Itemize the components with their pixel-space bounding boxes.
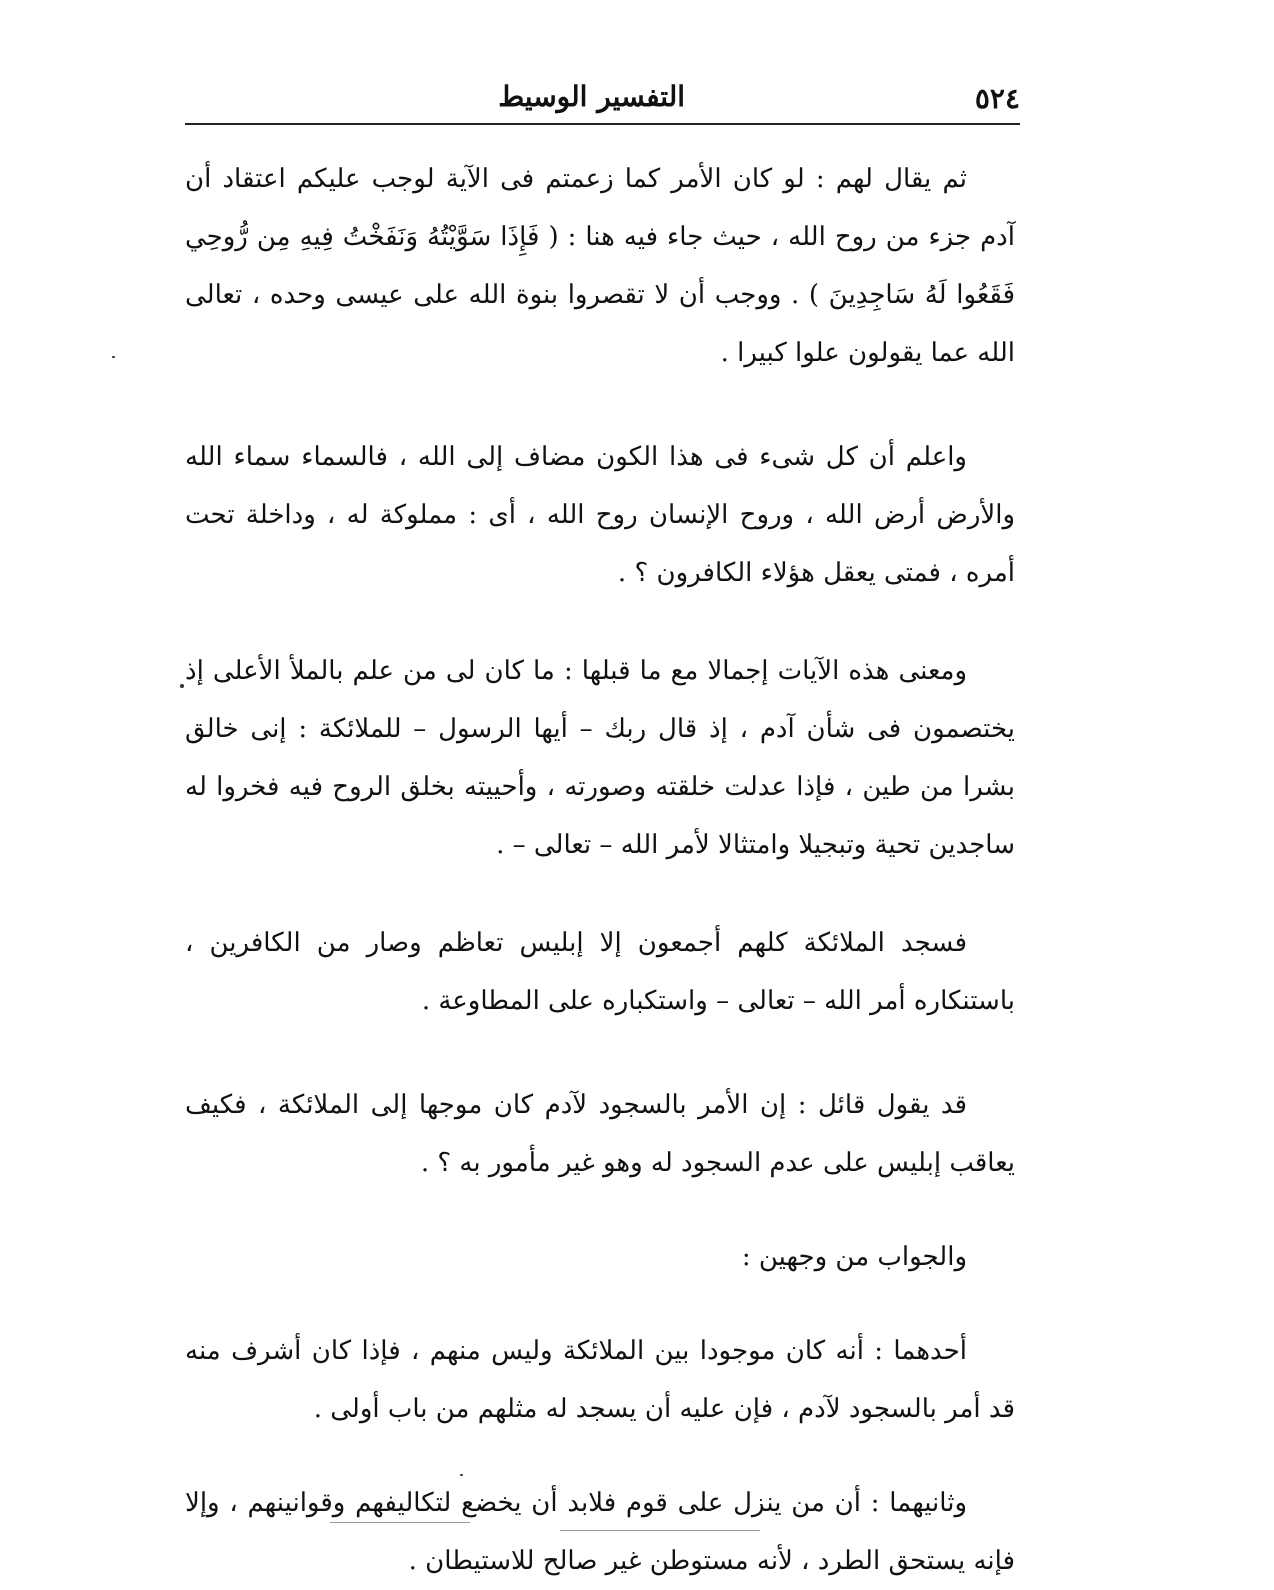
page-number: ٥٢٤ (974, 82, 1020, 115)
scan-speck (180, 684, 184, 688)
header-rule (185, 123, 1020, 125)
paragraph: فسجد الملائكة كلهم أجمعون إلا إبليس تعاظم وصار من الكافرين ، باستنكاره أمر الله – تعالى – واستكباره على المطاوعة . (185, 928, 1015, 1016)
body-text (185, 150, 1015, 1590)
paragraph: والجواب من وجهين : (741, 1242, 967, 1272)
scan-speck (460, 1474, 463, 1476)
scan-mark (560, 1530, 760, 1531)
paragraph-gap (185, 1192, 1015, 1228)
scan-mark (330, 1522, 470, 1523)
paragraph: أحدهما : أنه كان موجودا بين الملائكة وليس منهم ، فإذا كان أشرف منه قد أمر بالسجود لآدم ، فإن عليه أن يسجد له مثلهم من باب أولى . (185, 1336, 1015, 1424)
paragraph: قد يقول قائل : إن الأمر بالسجود لآدم كان موجها إلى الملائكة ، فكيف يعاقب إبليس على عدم السجود له وهو غير مأمور به ؟ . (185, 1090, 1015, 1178)
paragraph-gap (185, 382, 1015, 428)
paragraph-gap (185, 602, 1015, 642)
paragraph: واعلم أن كل شىء فى هذا الكون مضاف إلى الله ، فالسماء سماء الله والأرض أرض الله ، وروح الإنسان روح الله ، أى : مملوكة له ، وداخلة تحت أمره ، فمتى يعقل هؤلاء الكافرون ؟ . (185, 442, 1015, 588)
paragraph-gap (185, 1438, 1015, 1474)
paragraph: ثم يقال لهم : لو كان الأمر كما زعمتم فى الآية لوجب عليكم اعتقاد أن آدم جزء من روح الله ، حيث جاء فيه هنا : ( فَإِذَا سَوَّيْتُهُ وَنَفَخْتُ فِيهِ مِن رُّوحِي فَقَعُوا لَهُ سَاجِدِينَ ) . ووجب أن لا تقصروا بنوة الله على عيسى وحده ، تعالى الله عما يقولون علوا كبيرا . (185, 164, 1015, 368)
running-title: التفسير الوسيط (498, 80, 685, 113)
paragraph-gap (185, 874, 1015, 914)
paragraph-gap (185, 1030, 1015, 1076)
paragraph-gap (185, 1286, 1015, 1322)
paragraph: وثانيهما : أن من ينزل على قوم فلابد أن يخضع لتكاليفهم وقوانينهم ، وإلا فإنه يستحق الطرد ، لأنه مستوطن غير صالح للاستيطان . (185, 1488, 1015, 1576)
paragraph: ومعنى هذه الآيات إجمالا مع ما قبلها : ما كان لى من علم بالملأ الأعلى إذ يختصمون فى شأن آدم ، إذ قال ربك – أيها الرسول – للملائكة : إنى خالق بشرا من طين ، فإذا عدلت خلقته وصورته ، وأحييته بخلق الروح فيه فخروا له ساجدين تحية وتبجيلا وامتثالا لأمر الله – تعالى – . (185, 656, 1015, 860)
page-header (185, 80, 1020, 120)
scan-speck (112, 356, 115, 358)
